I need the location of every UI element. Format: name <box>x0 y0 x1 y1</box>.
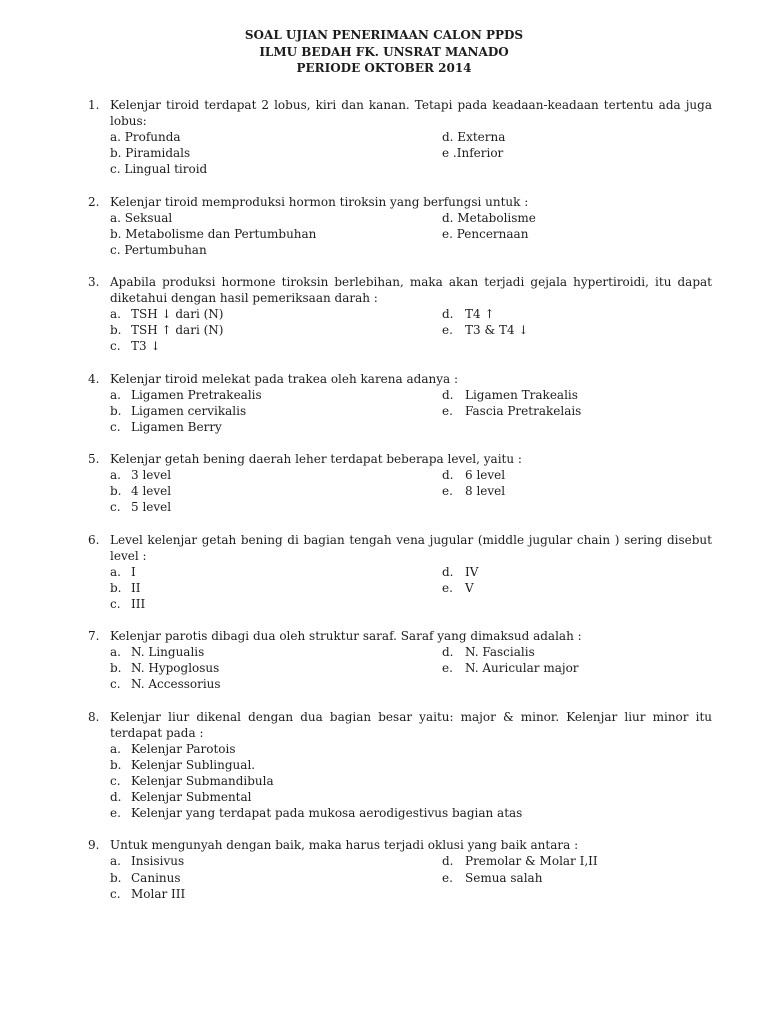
question-number: 3. <box>88 275 100 290</box>
options-column-left <box>110 564 442 612</box>
answer-options <box>110 564 714 612</box>
question-text: Apabila produksi hormone tiroksin berlebihan, maka akan terjadi gejala hypertiroidi, itu dapat diketahui dengan hasil pemeriksaan darah : <box>110 275 712 306</box>
option-e <box>442 580 712 596</box>
option-b <box>110 757 714 773</box>
answer-options <box>110 387 714 435</box>
option-d: d. Externa <box>442 130 506 145</box>
question-text: Kelenjar liur dikenal dengan dua bagian besar yaitu: major & minor. Kelenjar liur minor itu terdapat pada : <box>110 709 712 740</box>
option-text: Kelenjar Submandibula <box>131 773 274 788</box>
option-text: TSH ↑ dari (N) <box>131 323 224 338</box>
option-text: Kelenjar yang terdapat pada mukosa aerodigestivus bagian atas <box>131 806 523 821</box>
option-text: V <box>465 580 474 595</box>
option-a <box>110 564 442 580</box>
option-e <box>442 870 712 886</box>
option-text: II <box>131 580 141 595</box>
options-column-left <box>110 387 442 435</box>
option-e <box>110 805 714 821</box>
question-1 <box>88 97 714 177</box>
option-a <box>110 467 442 483</box>
option-e <box>442 403 712 419</box>
option-b: b. Metabolisme dan Pertumbuhan <box>110 226 317 241</box>
option-d <box>442 387 712 403</box>
option-text: N. Hypoglosus <box>131 661 220 676</box>
option-text: IV <box>465 564 479 579</box>
option-letter: e. <box>442 403 453 418</box>
option-a <box>110 741 714 757</box>
options-column-right <box>442 387 712 435</box>
option-c: c. Pertumbuhan <box>110 242 207 257</box>
question-9 <box>88 837 714 901</box>
option-c <box>110 499 442 515</box>
options-column-right <box>442 644 712 692</box>
options-column-left <box>110 853 442 901</box>
question-text: Kelenjar tiroid terdapat 2 lobus, kiri dan kanan. Tetapi pada keadaan-keadaan tertentu ada juga lobus: <box>110 98 712 129</box>
options-column-right <box>442 564 712 612</box>
options-column-right <box>442 129 712 177</box>
answer-options <box>110 644 714 692</box>
option-b: b. Piramidals <box>110 146 191 161</box>
question-number: 9. <box>88 838 100 853</box>
question-number: 7. <box>88 629 100 644</box>
option-letter: c. <box>110 419 121 434</box>
option-letter: d. <box>110 790 122 805</box>
option-text: III <box>131 596 146 611</box>
option-b <box>110 483 442 499</box>
option-text: Ligamen cervikalis <box>131 403 247 418</box>
question-text: Kelenjar tiroid melekat pada trakea oleh karena adanya : <box>110 371 458 386</box>
option-letter: e. <box>442 484 453 499</box>
option-text: 4 level <box>131 484 172 499</box>
option-letter: d. <box>442 307 454 322</box>
option-c <box>110 886 442 902</box>
options-column-right <box>442 210 712 258</box>
option-c <box>110 773 714 789</box>
options-column-left <box>110 129 442 177</box>
option-b <box>110 403 442 419</box>
option-letter: b. <box>110 580 122 595</box>
option-e: e .Inferior <box>442 146 504 161</box>
option-letter: a. <box>110 645 121 660</box>
question-number: 6. <box>88 532 100 547</box>
option-text: TSH ↓ dari (N) <box>131 307 224 322</box>
question-3 <box>88 274 714 354</box>
option-text: Premolar & Molar I,II <box>465 854 598 869</box>
option-letter: a. <box>110 564 121 579</box>
question-text: Kelenjar tiroid memproduksi hormon tiroksin yang berfungsi untuk : <box>110 194 529 209</box>
question-number: 1. <box>88 98 100 112</box>
option-c <box>110 419 442 435</box>
title-line-2: ILMU BEDAH FK. UNSRAT MANADO <box>259 44 509 59</box>
question-number: 5. <box>88 452 100 467</box>
option-text: Molar III <box>131 886 186 901</box>
option-letter: d. <box>442 387 454 402</box>
question-6 <box>88 532 714 612</box>
option-e: e. Pencernaan <box>442 226 529 241</box>
question-5 <box>88 451 714 515</box>
option-text: Ligamen Pretrakealis <box>131 387 262 402</box>
options-column-right <box>442 853 712 901</box>
option-text: N. Accessorius <box>131 677 221 692</box>
answer-options <box>110 210 714 258</box>
option-letter: a. <box>110 387 121 402</box>
option-letter: e. <box>442 661 453 676</box>
option-text: Kelenjar Sublingual. <box>131 757 256 772</box>
option-text: T3 ↓ <box>131 339 161 354</box>
option-text: I <box>131 564 136 579</box>
option-text: Semua salah <box>465 870 543 885</box>
option-b <box>110 322 442 338</box>
option-c: c. Lingual tiroid <box>110 162 208 177</box>
question-4 <box>88 371 714 435</box>
option-text: Kelenjar Parotois <box>131 741 236 756</box>
option-d <box>442 853 712 869</box>
option-letter: c. <box>110 500 121 515</box>
option-letter: c. <box>110 677 121 692</box>
option-letter: b. <box>110 323 122 338</box>
question-text: Kelenjar getah bening daerah leher terdapat beberapa level, yaitu : <box>110 452 522 467</box>
answer-options <box>110 306 714 354</box>
options-column-left <box>110 210 442 258</box>
option-text: Insisivus <box>131 854 185 869</box>
option-text: Ligamen Berry <box>131 419 222 434</box>
option-letter: c. <box>110 886 121 901</box>
option-c <box>110 338 442 354</box>
option-b <box>110 870 442 886</box>
option-letter: d. <box>442 854 454 869</box>
option-text: N. Fascialis <box>465 645 535 660</box>
option-text: N. Lingualis <box>131 645 205 660</box>
option-a: a. Seksual <box>110 210 173 225</box>
question-text: Kelenjar parotis dibagi dua oleh struktur saraf. Saraf yang dimaksud adalah : <box>110 629 582 644</box>
option-letter: d. <box>442 645 454 660</box>
question-7 <box>88 628 714 692</box>
option-a <box>110 644 442 660</box>
option-letter: b. <box>110 484 122 499</box>
option-e <box>442 660 712 676</box>
option-text: N. Auricular major <box>465 661 579 676</box>
question-number: 4. <box>88 371 100 386</box>
option-d <box>442 644 712 660</box>
option-letter: b. <box>110 661 122 676</box>
option-letter: a. <box>110 741 121 756</box>
answer-options <box>110 467 714 515</box>
option-text: Caninus <box>131 870 181 885</box>
option-d <box>110 789 714 805</box>
option-e <box>442 483 712 499</box>
option-text: 6 level <box>465 468 506 483</box>
option-letter: a. <box>110 468 121 483</box>
option-d <box>442 564 712 580</box>
option-c <box>110 676 442 692</box>
question-text: Level kelenjar getah bening di bagian tengah vena jugular (middle jugular chain ) sering disebut level : <box>110 532 712 563</box>
exam-title <box>0 27 768 77</box>
options-column-left <box>110 306 442 354</box>
options-column-right <box>442 467 712 515</box>
option-text: 5 level <box>131 500 172 515</box>
option-text: Kelenjar Submental <box>131 790 252 805</box>
question-8 <box>88 709 714 822</box>
option-letter: b. <box>110 757 122 772</box>
answer-options <box>110 741 714 821</box>
question-2 <box>88 194 714 258</box>
option-b <box>110 580 442 596</box>
title-line-3: PERIODE OKTOBER 2014 <box>296 61 472 75</box>
option-a <box>110 853 442 869</box>
option-letter: e. <box>110 806 121 821</box>
option-b <box>110 660 442 676</box>
option-letter: b. <box>110 870 122 885</box>
title-line-1: SOAL UJIAN PENERIMAAN CALON PPDS <box>244 28 524 42</box>
question-number: 2. <box>88 194 100 209</box>
option-letter: c. <box>110 339 121 354</box>
answer-options <box>110 853 714 901</box>
option-d <box>442 306 712 322</box>
question-list <box>88 97 714 918</box>
option-letter: e. <box>442 870 453 885</box>
option-a <box>110 306 442 322</box>
option-letter: e. <box>442 323 453 338</box>
question-number: 8. <box>88 709 100 724</box>
option-text: Fascia Pretrakelais <box>465 403 582 418</box>
option-letter: e. <box>442 580 453 595</box>
question-text: Untuk mengunyah dengan baik, maka harus terjadi oklusi yang baik antara : <box>110 838 579 853</box>
option-text: T4 ↑ <box>465 307 495 322</box>
option-letter: b. <box>110 403 122 418</box>
options-column-right <box>442 306 712 354</box>
option-c <box>110 596 442 612</box>
option-text: T3 & T4 ↓ <box>465 323 529 338</box>
option-text: Ligamen Trakealis <box>465 387 578 402</box>
answer-options <box>110 129 714 177</box>
option-d <box>442 467 712 483</box>
options-column-left <box>110 467 442 515</box>
option-letter: d. <box>442 468 454 483</box>
option-text: 3 level <box>131 468 172 483</box>
option-d: d. Metabolisme <box>442 210 536 225</box>
options-column-left <box>110 644 442 692</box>
option-a: a. Profunda <box>110 130 181 145</box>
option-text: 8 level <box>465 484 506 499</box>
option-a <box>110 387 442 403</box>
option-e <box>442 322 712 338</box>
option-letter: a. <box>110 854 121 869</box>
option-letter: a. <box>110 307 121 322</box>
option-letter: d. <box>442 564 454 579</box>
option-letter: c. <box>110 596 121 611</box>
option-letter: c. <box>110 773 121 788</box>
